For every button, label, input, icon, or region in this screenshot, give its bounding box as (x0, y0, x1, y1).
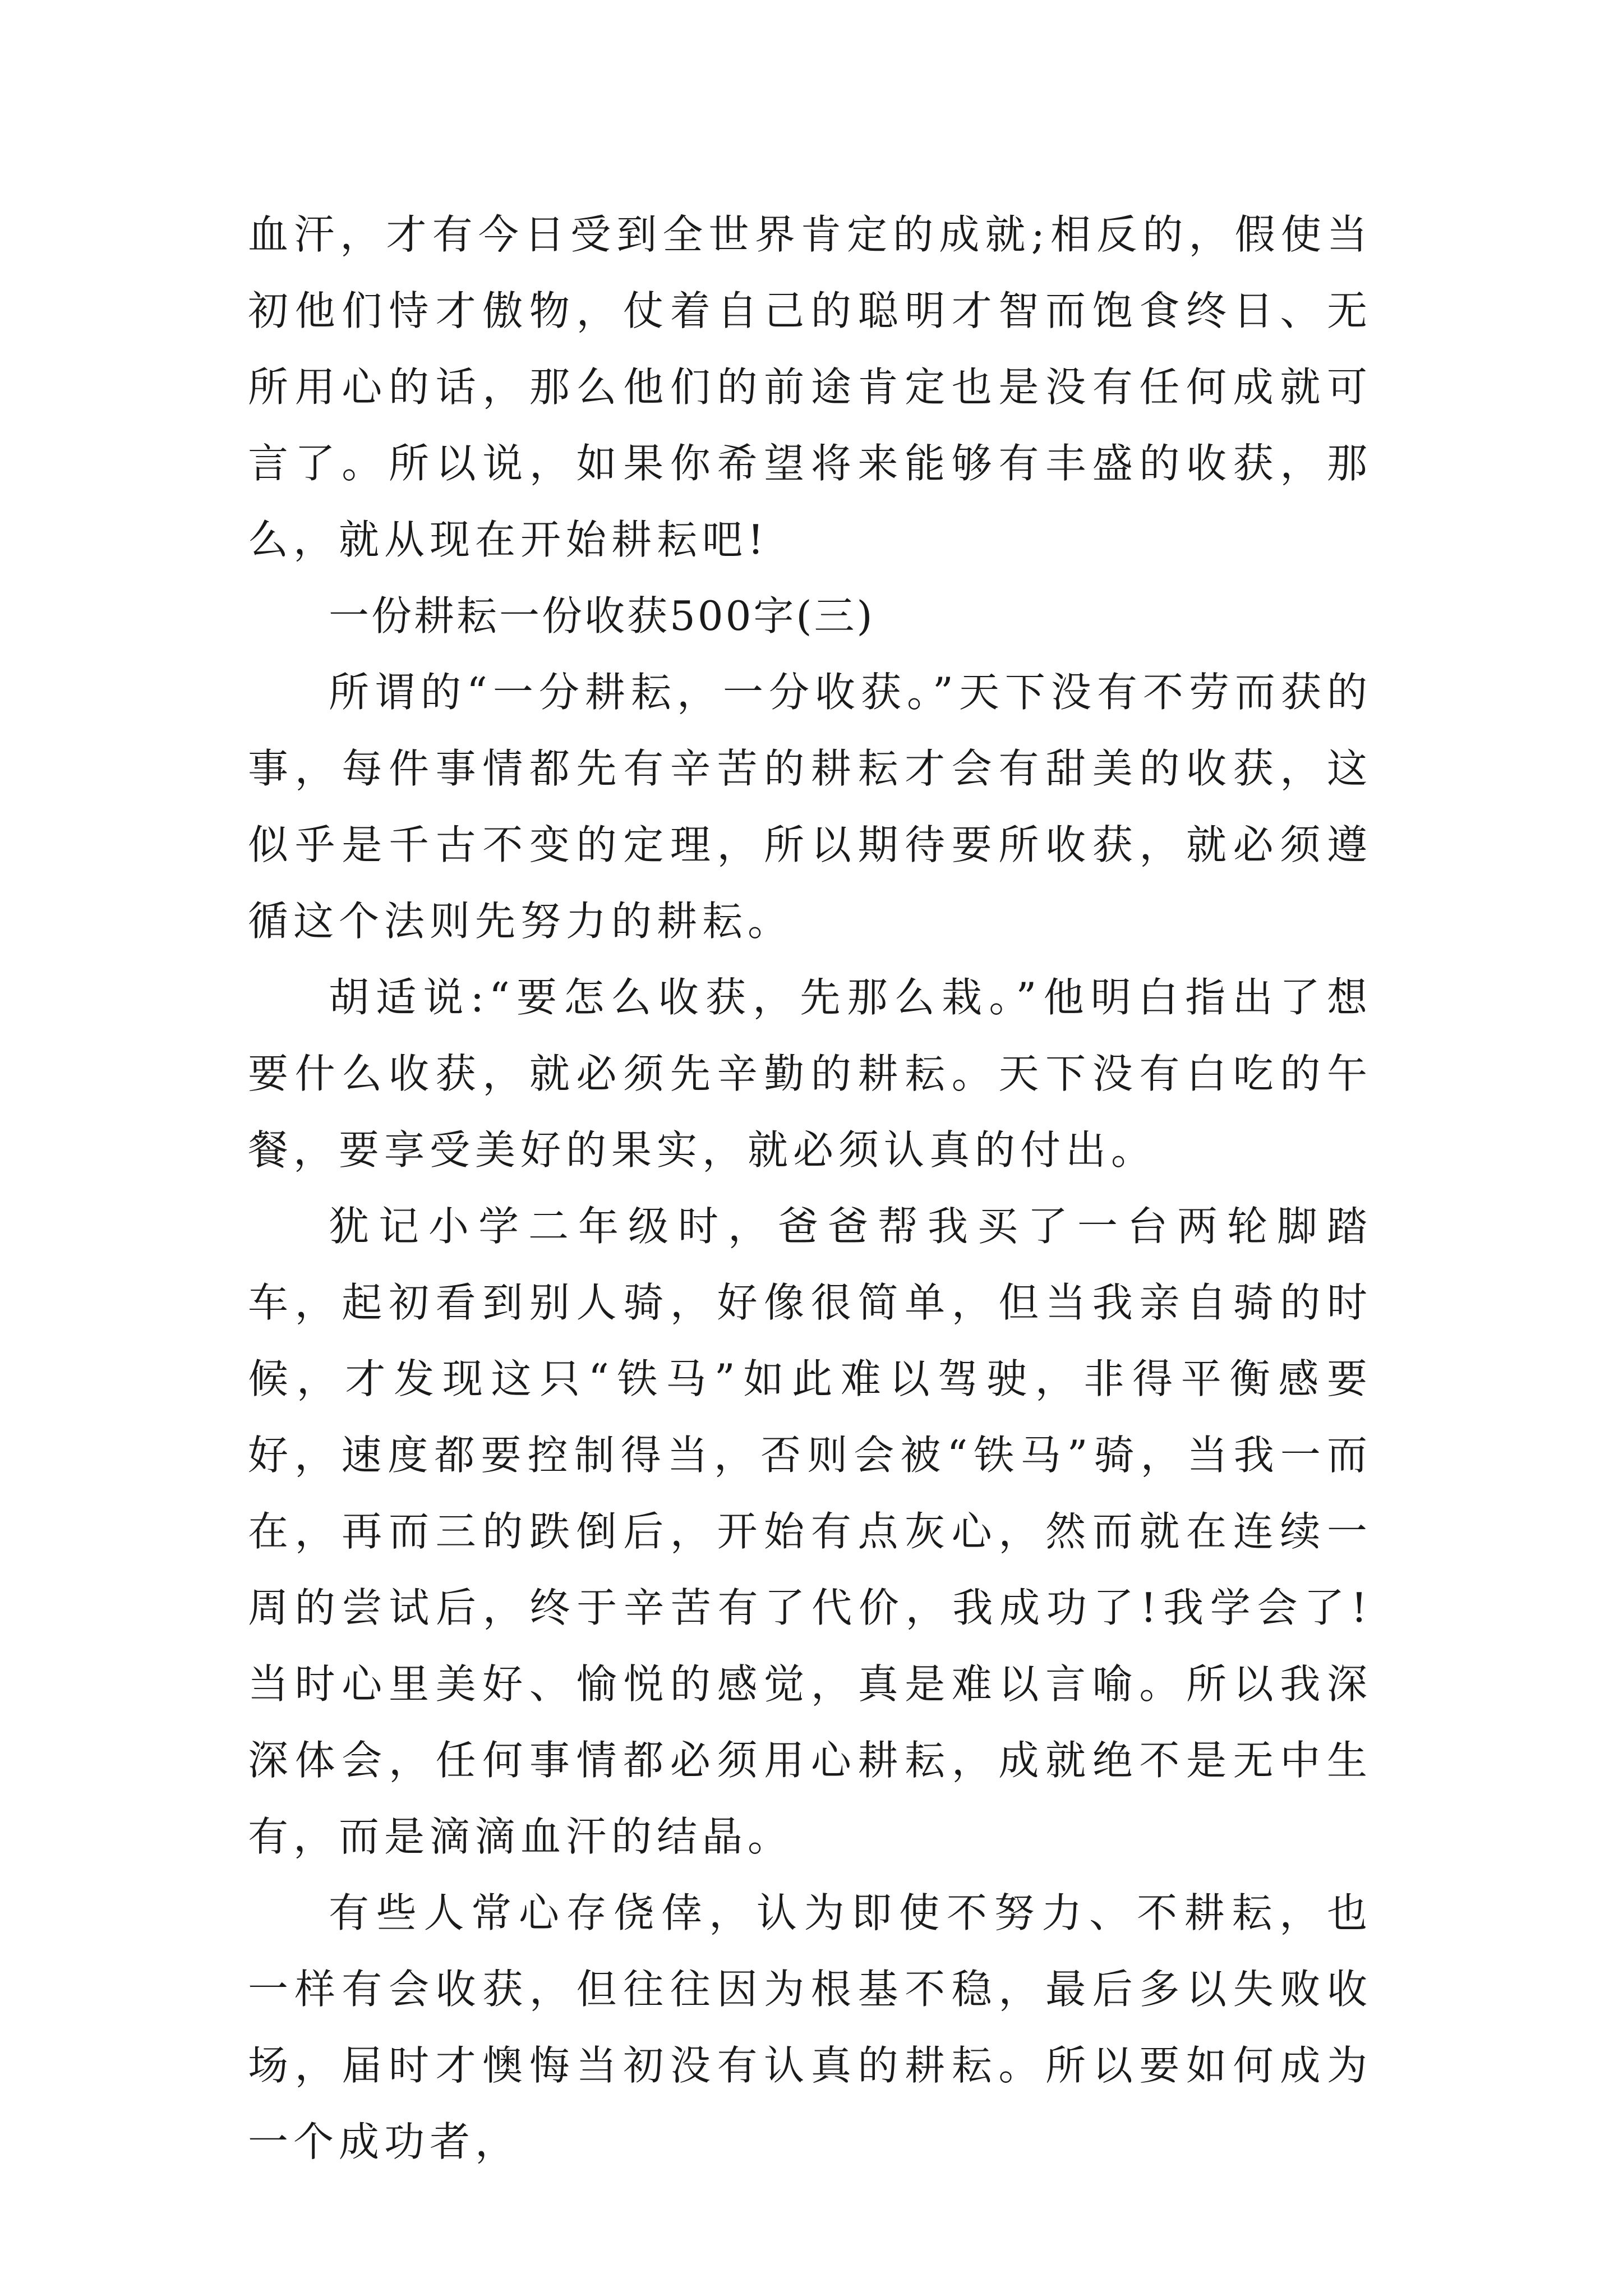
section-heading: 一份耕耘一份收获500字(三) (329, 592, 875, 639)
paragraph: 犹记小学二年级时，爸爸帮我买了一台两轮脚踏车，起初看到别人骑，好像很简单，但当我亲自骑的时候，才发现这只“铁马”如此难以驾驶，非得平衡感要好，速度都要控制得当，否则会被“铁马”骑，当我一而在，再而三的跌倒后，开始有点灰心，然而就在连续一周的尝试后，终于辛苦有了代价，我成功了!我学会了!当时心里美好、愉悦的感觉，真是难以言喻。所以我深深体会，任何事情都必须用心耕耘，成就绝不是无中生有，而是滴滴血汗的结晶。 (248, 1203, 1372, 1860)
document-body (248, 196, 1372, 2180)
paragraph: 所谓的“一分耕耘，一分收获。”天下没有不劳而获的事，每件事情都先有辛苦的耕耘才会有甜美的收获，这似乎是千古不变的定理，所以期待要所收获，就必须遵循这个法则先努力的耕耘。 (248, 669, 1372, 945)
paragraph: 胡适说:“要怎么收获，先那么栽。”他明白指出了想要什么收获，就必须先辛勤的耕耘。天下没有白吃的午餐，要享受美好的果实，就必须认真的付出。 (248, 974, 1372, 1174)
paragraph: 有些人常心存侥倖，认为即使不努力、不耕耘，也一样有会收获，但往往因为根基不稳，最后多以失败收场，届时才懊悔当初没有认真的耕耘。所以要如何成为一个成功者， (248, 1889, 1372, 2165)
paragraph-continuation: 血汗，才有今日受到全世界肯定的成就;相反的，假使当初他们恃才傲物，仗着自己的聪明才智而饱食终日、无所用心的话，那么他们的前途肯定也是没有任何成就可言了。所以说，如果你希望将来能够有丰盛的收获，那么，就从现在开始耕耘吧! (248, 211, 1372, 563)
